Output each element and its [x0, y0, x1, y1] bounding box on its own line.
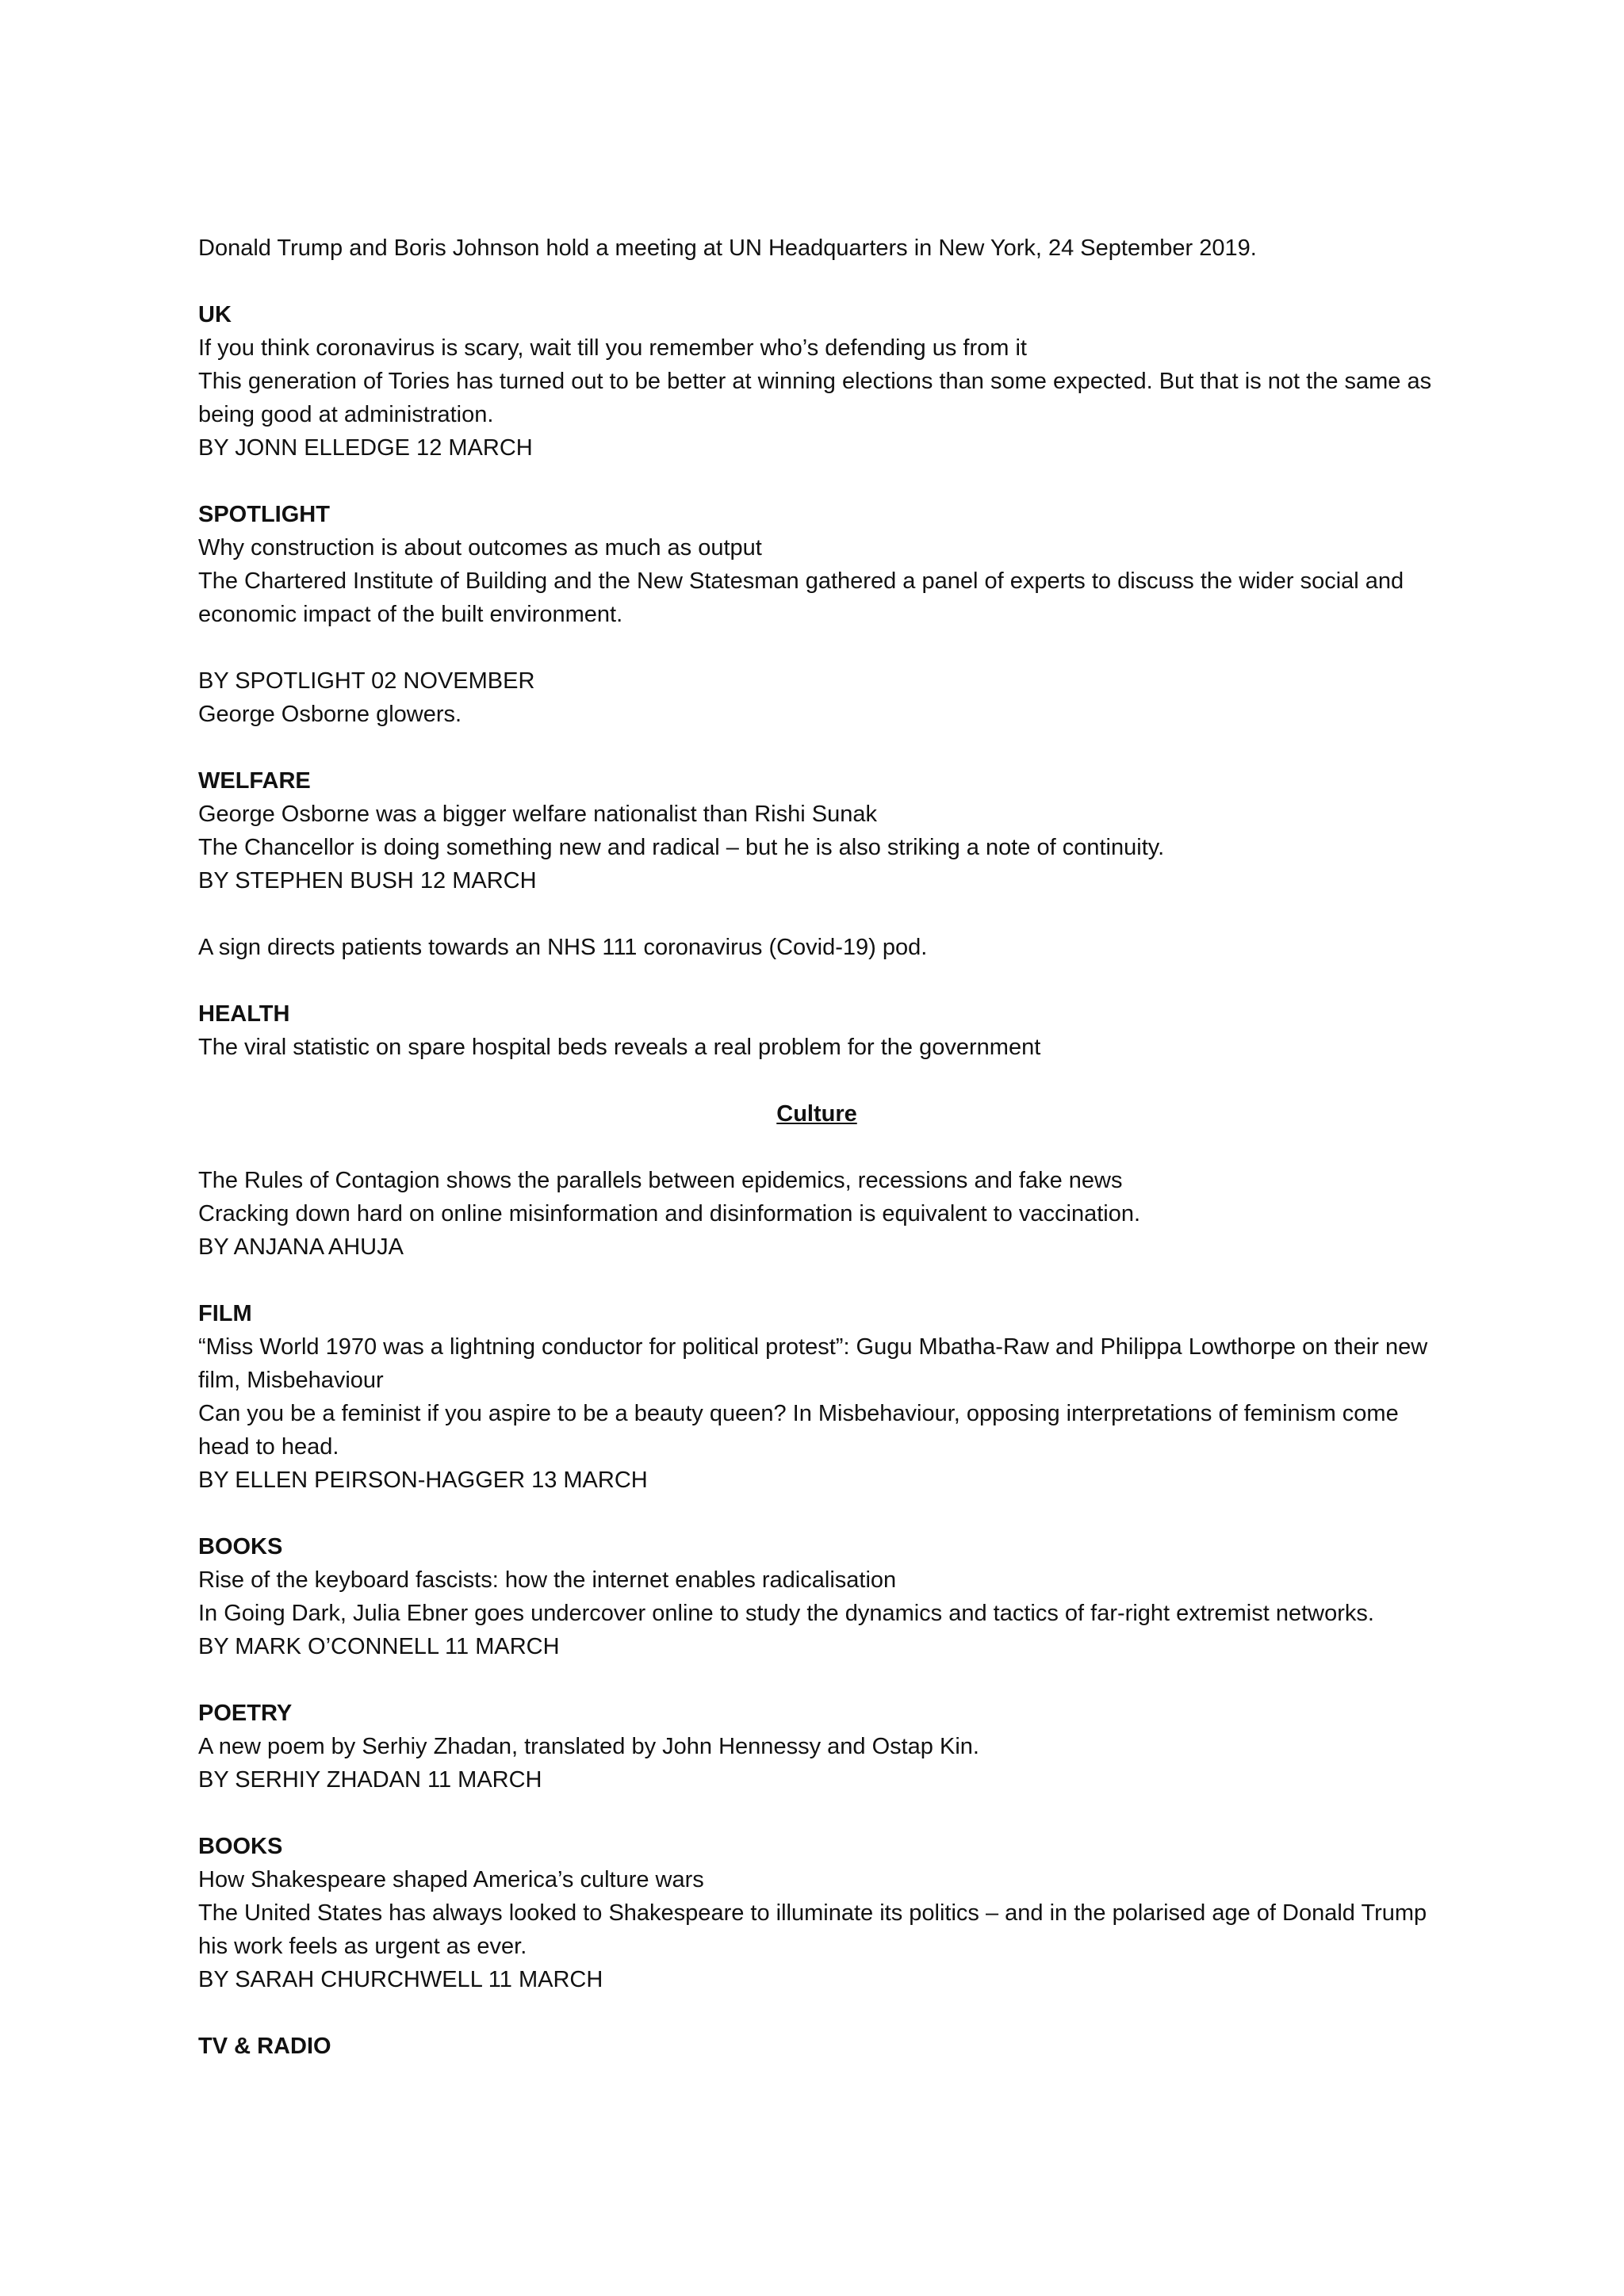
article-standfirst-spotlight: The Chartered Institute of Building and the New Statesman gathered a panel of experts to discuss the wider social and economic impact of the built environment. — [198, 568, 1404, 627]
article-byline-contagion: BY ANJANA AHUJA — [198, 1234, 404, 1260]
article-byline-books-2: BY SARAH CHURCHWELL 11 MARCH — [198, 1967, 603, 1992]
article-headline-contagion: The Rules of Contagion shows the parallels between epidemics, recessions and fake news — [198, 1168, 1123, 1193]
article-headline-spotlight: Why construction is about outcomes as much as output — [198, 535, 762, 561]
section-label-uk: UK — [198, 302, 232, 327]
section-label-books-2: BOOKS — [198, 1834, 283, 1859]
document-page — [198, 0, 1435, 2063]
article-headline-books-1: Rise of the keyboard fascists: how the internet enables radicalisation — [198, 1567, 897, 1593]
article-headline-uk: If you think coronavirus is scary, wait till you remember who’s defending us from it — [198, 335, 1027, 361]
article-byline-welfare: BY STEPHEN BUSH 12 MARCH — [198, 868, 537, 894]
article-headline-health: The viral statistic on spare hospital beds reveals a real problem for the government — [198, 1035, 1041, 1060]
article-byline-film: BY ELLEN PEIRSON-HAGGER 13 MARCH — [198, 1468, 648, 1493]
section-label-film: FILM — [198, 1301, 252, 1326]
article-standfirst-books-1: In Going Dark, Julia Ebner goes undercover online to study the dynamics and tactics of far-right extremist networks. — [198, 1601, 1374, 1626]
photo-caption-trump-johnson: Donald Trump and Boris Johnson hold a meeting at UN Headquarters in New York, 24 September 2019. — [198, 235, 1257, 261]
section-label-health: HEALTH — [198, 1001, 290, 1027]
section-label-books-1: BOOKS — [198, 1534, 283, 1559]
photo-caption-osborne: George Osborne glowers. — [198, 702, 462, 727]
article-standfirst-contagion: Cracking down hard on online misinformation and disinformation is equivalent to vaccination. — [198, 1201, 1141, 1226]
article-standfirst-welfare: The Chancellor is doing something new and radical – but he is also striking a note of continuity. — [198, 835, 1165, 860]
article-byline-books-1: BY MARK O’CONNELL 11 MARCH — [198, 1634, 560, 1659]
photo-caption-nhs: A sign directs patients towards an NHS 111 coronavirus (Covid-19) pod. — [198, 935, 928, 960]
article-headline-welfare: George Osborne was a bigger welfare nationalist than Rishi Sunak — [198, 802, 877, 827]
section-label-poetry: POETRY — [198, 1701, 293, 1726]
article-headline-film: “Miss World 1970 was a lightning conductor for political protest”: Gugu Mbatha-Raw and Philippa Lowthorpe on their new film, Misbehaviour — [198, 1334, 1428, 1393]
culture-heading: Culture — [776, 1101, 857, 1127]
section-label-spotlight: SPOTLIGHT — [198, 502, 330, 527]
article-standfirst-uk: This generation of Tories has turned out to be better at winning elections than some expected. But that is not the same as being good at administration. — [198, 369, 1432, 427]
section-label-welfare: WELFARE — [198, 768, 311, 794]
article-headline-books-2: How Shakespeare shaped America’s culture wars — [198, 1867, 704, 1892]
article-byline-spotlight: BY SPOTLIGHT 02 NOVEMBER — [198, 668, 535, 694]
article-standfirst-books-2: The United States has always looked to Shakespeare to illuminate its politics – and in the polarised age of Donald Trump his work feels as urgent as ever. — [198, 1900, 1427, 1959]
article-byline-uk: BY JONN ELLEDGE 12 MARCH — [198, 435, 533, 461]
article-byline-poetry: BY SERHIY ZHADAN 11 MARCH — [198, 1767, 542, 1793]
article-standfirst-film: Can you be a feminist if you aspire to be a beauty queen? In Misbehaviour, opposing interpretations of feminism come head to head. — [198, 1401, 1399, 1460]
article-headline-poetry: A new poem by Serhiy Zhadan, translated by John Hennessy and Ostap Kin. — [198, 1734, 979, 1759]
section-label-tv-radio: TV & RADIO — [198, 2034, 331, 2059]
